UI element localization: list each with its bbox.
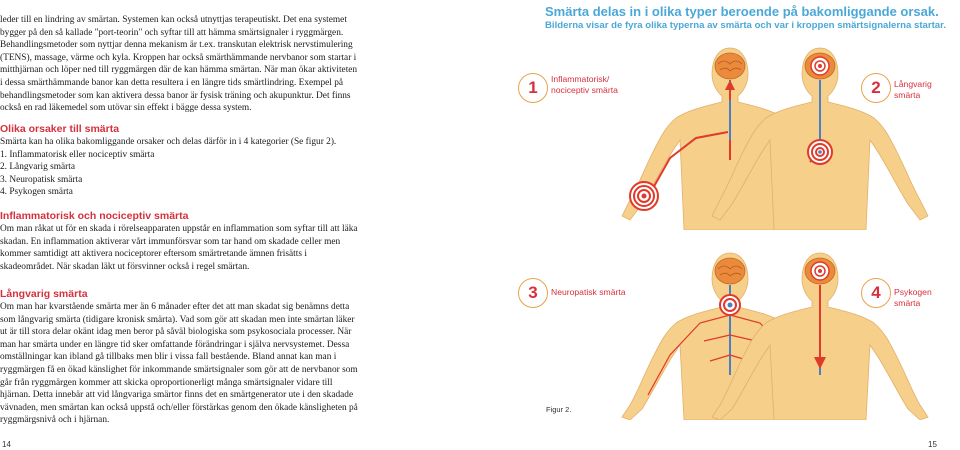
inflammatory-line: skadan. En inflammation aktiverar vårt immunförsvar som tar hand om skadade celler men: [0, 236, 341, 247]
type-label-line: Långvarig smärta: [894, 79, 932, 100]
page-number-left: 14: [2, 440, 11, 449]
intro-text: [0, 14, 394, 115]
chronic-line: man har smärta under en längre tid sker omfattande förändringar i själva nervsystemet. Dessa: [0, 339, 350, 350]
figure-title: Smärta delas in i olika typer beroende på bakomliggande orsak.: [545, 4, 939, 19]
figure-subtitle: Bilderna visar de fyra olika typerna av smärta och var i kroppen smärtsignalerna startar.: [545, 20, 946, 31]
inflammatory-section: [0, 210, 394, 273]
body-figure-psychogenic: [690, 245, 950, 420]
brain-icon: [805, 53, 835, 79]
chronic-line: omställningar kan ibland gå tillbaks men blir i vissa fall bestående. Bland annat kan man i: [0, 352, 337, 363]
type-number-4: 4: [861, 278, 891, 308]
intro-line: (TENS), massage, värme och kyla. Kroppen har också smärthämmande nervbanor som startar i: [0, 52, 357, 63]
type-label-line: Inflammatorisk/: [551, 74, 610, 84]
body-figure-chronic: [690, 40, 950, 230]
chronic-heading: Långvarig smärta: [0, 288, 88, 300]
type-label-line: Psykogen smärta: [894, 287, 932, 308]
intro-line: behandlingsmetoder som kan aktivera dessa banor är fysisk träning och akupunktur. Det finns: [0, 90, 351, 101]
chronic-line: går från ryggmärgen kommer att skicka oproportionerligt många smärtsignaler vidare till: [0, 377, 333, 388]
causes-line: Smärta kan ha olika bakomliggande orsaker och delas därför in i 4 kategorier (Se figur 2).: [0, 137, 337, 147]
inflammatory-line: skadeområdet. När skadan läkt ut försvinner också i regel smärtan.: [0, 261, 250, 272]
page-number-right: 15: [928, 440, 937, 449]
causes-line: 3. Neuropatisk smärta: [0, 174, 83, 185]
intro-line: mitthjärnan och löper ned till ryggmärgen där de kan hämma smärtan. När man ökar aktiviteten: [0, 65, 358, 76]
intro-line: också en rad läkemedel som utövar sin effekt i bägge dessa system.: [0, 103, 252, 114]
intro-line: leder till en lindring av smärtan. Systemen kan också utnyttjas terapeutiskt. Det ena systemet: [0, 15, 347, 25]
inflammatory-heading: Inflammatorisk och nociceptiv smärta: [0, 210, 189, 222]
brain-icon: [805, 258, 835, 284]
type-number-1: 1: [518, 73, 548, 103]
type-label-line: Neuropatisk smärta: [551, 287, 626, 297]
pain-target-spine-icon: [808, 140, 832, 164]
causes-section: [0, 123, 394, 199]
causes-line: 1. Inflammatorisk eller nociceptiv smärta: [0, 149, 155, 160]
chronic-line: som långvarig smärta (tidigare kronisk smärta). Vad som gör att skadan men inte smärtan läker: [0, 314, 355, 325]
figure-caption: Figur 2.: [546, 405, 572, 414]
chronic-line: ryggmärgen få en ökad känslighet för inkommande smärtsignaler som gör att de nervbanor som: [0, 364, 358, 375]
chronic-section: [0, 288, 394, 427]
causes-heading: Olika orsaker till smärta: [0, 123, 120, 135]
type-label-line: nociceptiv smärta: [551, 85, 618, 95]
chronic-line: ut är till stora delar okänt idag men beror på såväl biologiska som psykosociala processer. När: [0, 327, 352, 338]
type-number-2: 2: [861, 73, 891, 103]
type-number-3: 3: [518, 278, 548, 308]
causes-line: 4. Psykogen smärta: [0, 187, 73, 198]
causes-line: 2. Långvarig smärta: [0, 162, 75, 173]
pain-target-hand-icon: [630, 182, 658, 210]
inflammatory-line: Om man råkat ut för en skada i rörelseapparaten uppstår en inflammation som syftar till att läka: [0, 224, 358, 234]
intro-line: i dessa smärthämmande banor kan detta resultera i en längre tids smärtlindring. Exempel på: [0, 77, 344, 88]
inflammatory-line: kommer samtidigt att aktivera nociceptorer eftersom smärtretande ämnen frisätts i: [0, 249, 307, 260]
chronic-line: Om man har kvarstående smärta mer än 6 månader efter det att man skadat sig benämns detta: [0, 302, 350, 312]
intro-line: bygger på den så kallade "port-teorin" och syftar till att hämma smärtsignaler i ryggmärgen.: [0, 27, 344, 38]
chronic-line: vävnaden, men smärtan kan också uppstå och/eller förstärkas genom den ökade känsligheten på: [0, 402, 358, 413]
chronic-line: ryggmärgsnivå och i hjärnan.: [0, 415, 110, 426]
chronic-line: hjärnan. Detta innebär att vid långvariga smärtor finns det en smärtgenerator ute i den skadade: [0, 390, 354, 401]
intro-line: Behandlingsmetoder som nyttjar denna mekanism är t.ex. transkutan elektrisk nervstimulering: [0, 40, 353, 51]
